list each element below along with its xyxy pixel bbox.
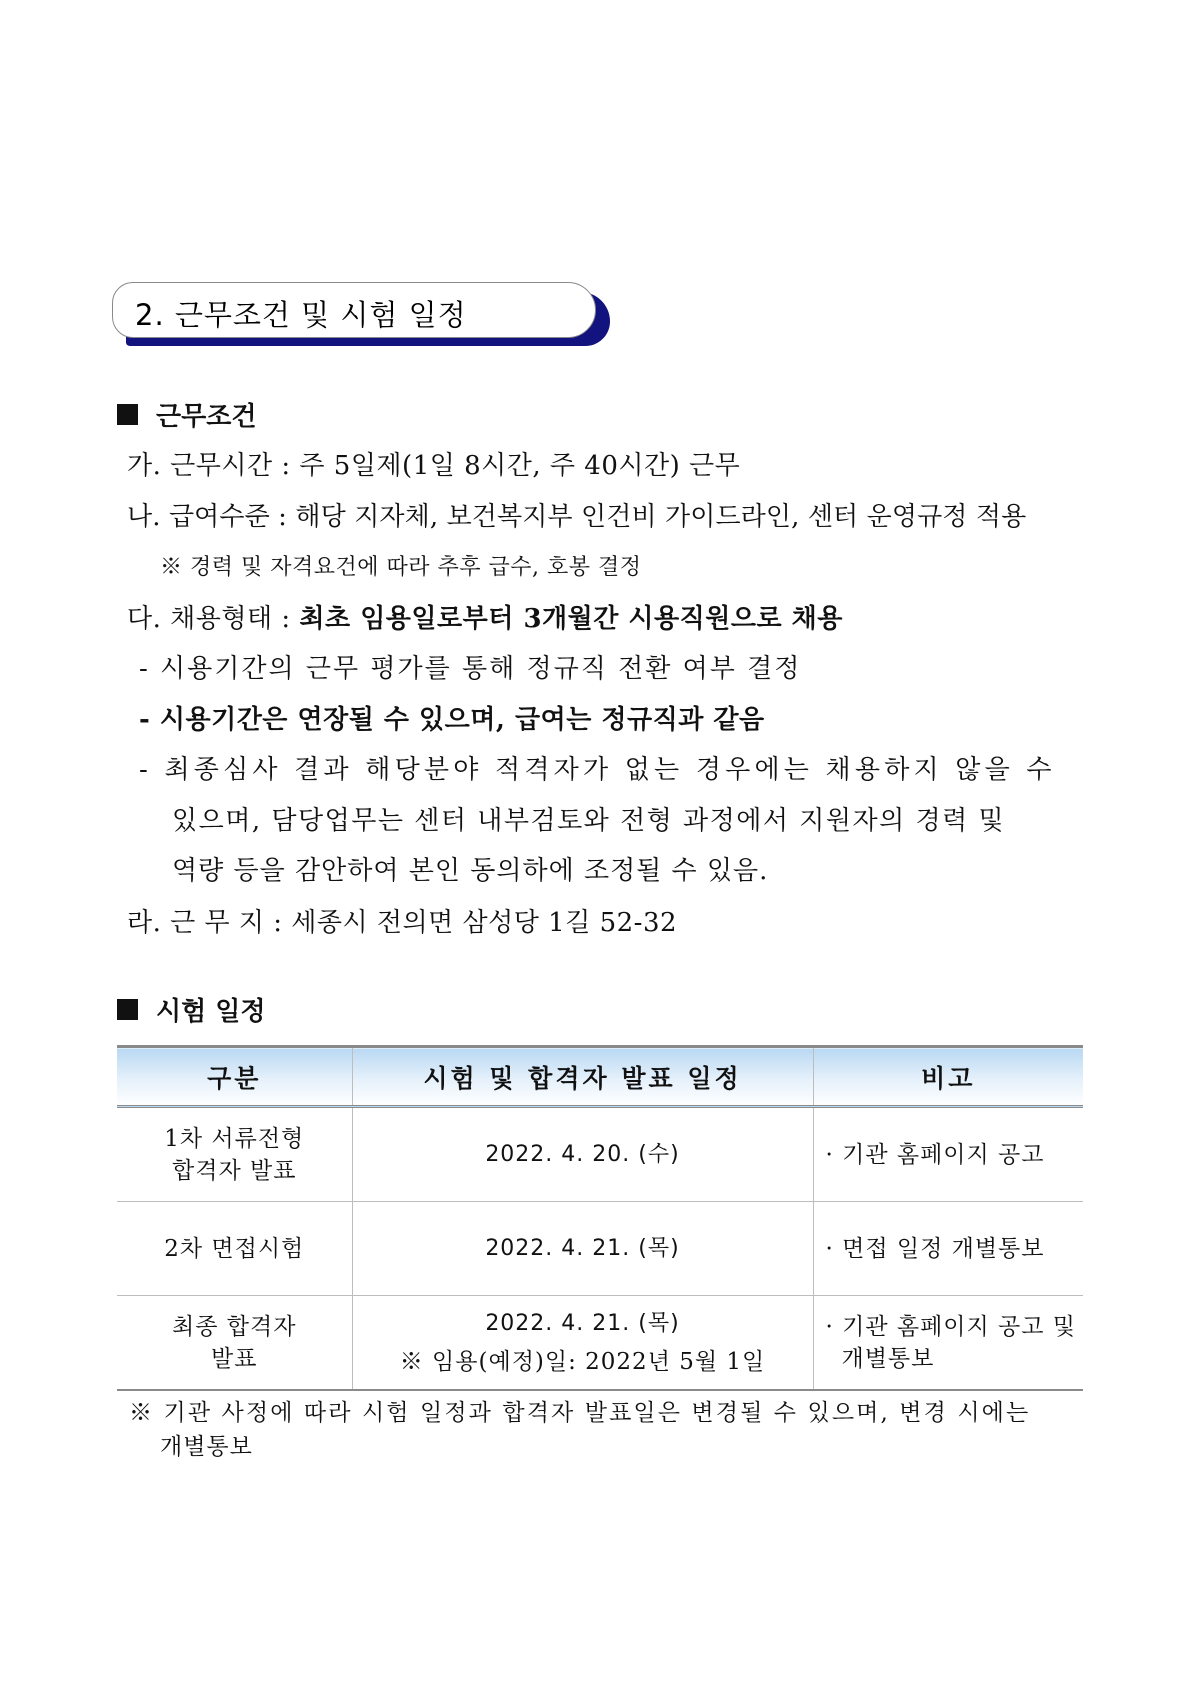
column-header-remarks: 비고	[813, 1047, 1083, 1107]
exam-schedule-table	[117, 1045, 1083, 1391]
work-conditions-heading-text: 근무조건	[156, 402, 257, 432]
remarks-text: · 기관 홈페이지 공고	[825, 1141, 1045, 1168]
category-text: 발표	[211, 1345, 258, 1372]
schedule-footnote-line2: 개별통보	[160, 1434, 253, 1460]
final-review-bullet-line1: - 최종심사 결과 해당분야 적격자가 없는 경우에는 채용하지 않을 수	[139, 755, 1056, 785]
category-cell	[117, 1202, 352, 1296]
section-title: 2. 근무조건 및 시험 일정	[135, 298, 467, 332]
employment-type-line	[127, 598, 843, 635]
probation-extension-bullet: - 시용기간은 연장될 수 있으며, 급여는 정규직과 같음	[139, 705, 765, 735]
salary-line: 나. 급여수준 : 해당 지자체, 보건복지부 인건비 가이드라인, 센터 운영규정 적용	[127, 502, 1027, 532]
schedule-cell	[352, 1202, 813, 1296]
exam-schedule-heading	[117, 991, 266, 1028]
remarks-text: · 기관 홈페이지 공고 및	[825, 1313, 1077, 1340]
category-text: 2차 면접시험	[164, 1235, 305, 1262]
schedule-footnote-line1: ※ 기관 사정에 따라 시험 일정과 합격자 발표일은 변경될 수 있으며, 변경 시에는	[129, 1400, 1031, 1426]
remarks-cell	[813, 1296, 1083, 1391]
salary-note: ※ 경력 및 자격요건에 따라 추후 급수, 호봉 결정	[160, 555, 642, 580]
table-row	[117, 1202, 1083, 1296]
category-text: 1차 서류전형	[164, 1125, 305, 1152]
schedule-date: 2022. 4. 21. (목)	[485, 1310, 680, 1336]
exam-schedule-heading-text: 시험 일정	[156, 997, 266, 1027]
schedule-cell	[352, 1296, 813, 1391]
remarks-cell	[813, 1107, 1083, 1202]
remarks-text: · 면접 일정 개별통보	[825, 1235, 1045, 1262]
banner-box	[112, 282, 596, 338]
square-bullet-icon	[117, 999, 138, 1020]
schedule-cell	[352, 1107, 813, 1202]
employment-type-label: 다. 채용형태 :	[127, 604, 300, 634]
table-header-row	[117, 1047, 1083, 1107]
category-cell	[117, 1296, 352, 1391]
table-row	[117, 1107, 1083, 1202]
schedule-date: 2022. 4. 21. (목)	[485, 1235, 680, 1261]
work-hours-line: 가. 근무시간 : 주 5일제(1일 8시간, 주 40시간) 근무	[127, 451, 741, 481]
section-banner	[112, 282, 612, 346]
category-text: 합격자 발표	[172, 1157, 297, 1184]
column-header-schedule: 시험 및 합격자 발표 일정	[352, 1047, 813, 1107]
remarks-text: 개별통보	[841, 1345, 935, 1372]
category-text: 최종 합격자	[172, 1313, 297, 1340]
appointment-date-note: ※ 임용(예정)일: 2022년 5월 1일	[399, 1348, 766, 1375]
category-cell	[117, 1107, 352, 1202]
remarks-cell	[813, 1202, 1083, 1296]
square-bullet-icon	[117, 404, 138, 425]
work-conditions-heading	[117, 396, 256, 433]
column-header-category: 구분	[117, 1047, 352, 1107]
final-review-bullet-line3: 역량 등을 감안하여 본인 동의하에 조정될 수 있음.	[172, 856, 769, 886]
schedule-date: 2022. 4. 20. (수)	[485, 1141, 680, 1167]
probation-evaluation-bullet: - 시용기간의 근무 평가를 통해 정규직 전환 여부 결정	[139, 654, 802, 684]
final-review-bullet-line2: 있으며, 담당업무는 센터 내부검토와 전형 과정에서 지원자의 경력 및	[172, 806, 1006, 836]
employment-type-value: 최초 임용일로부터 3개월간 시용직원으로 채용	[299, 604, 843, 634]
table-row	[117, 1296, 1083, 1391]
work-location-line: 라. 근 무 지 : 세종시 전의면 삼성당 1길 52-32	[127, 908, 678, 938]
